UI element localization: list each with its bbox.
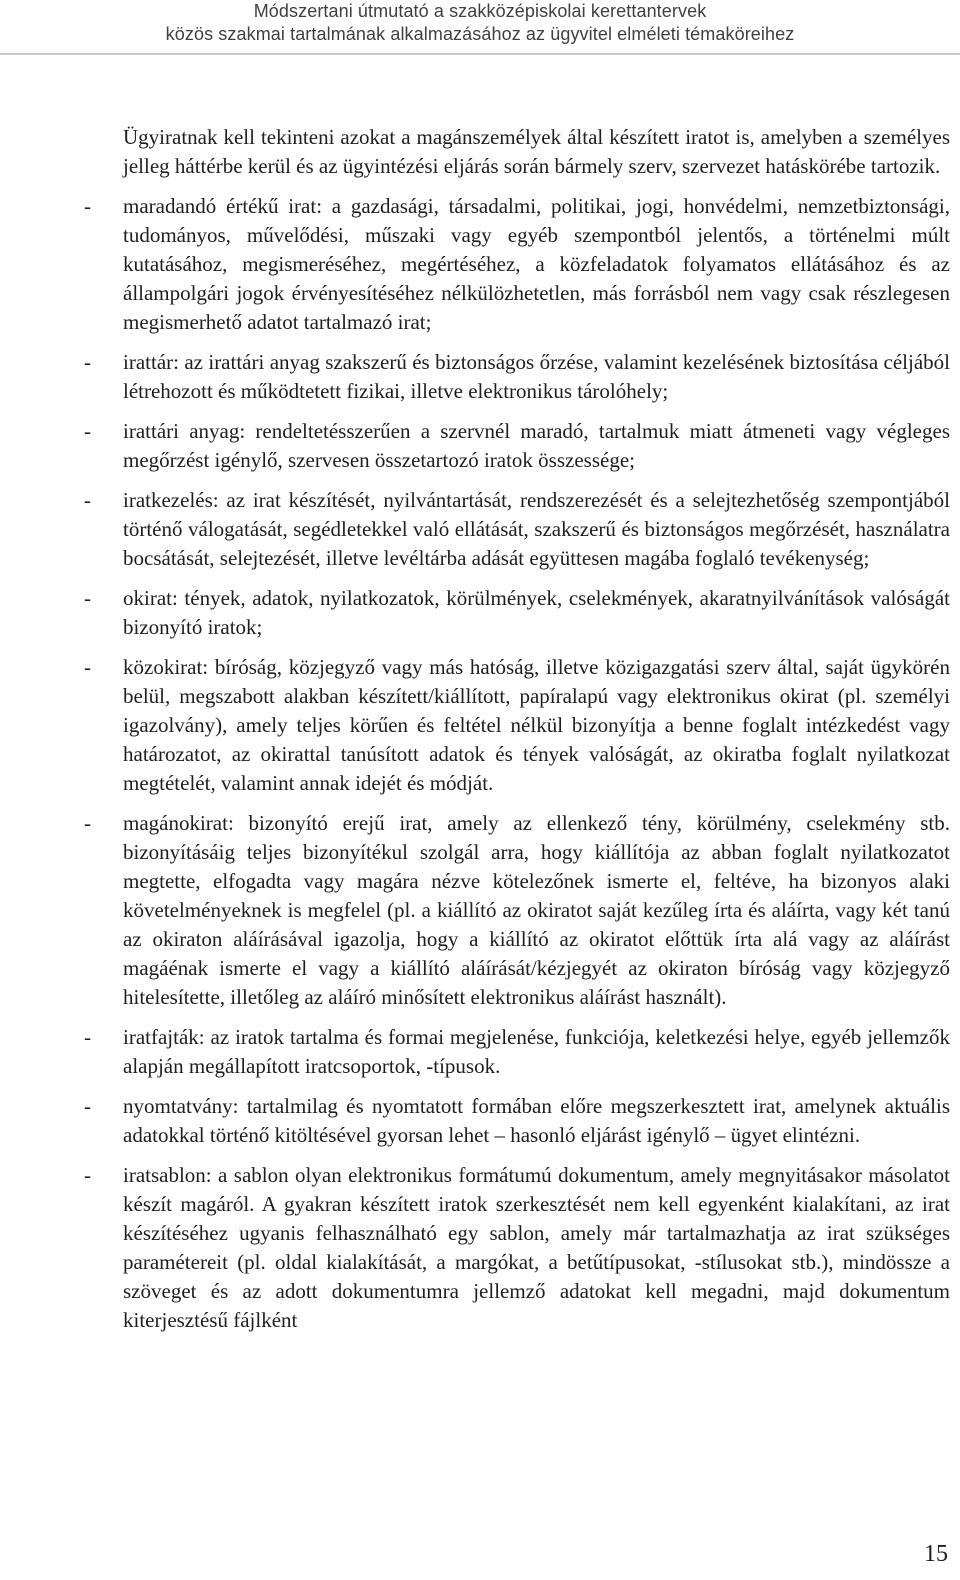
list-dash: -	[84, 194, 91, 218]
list-item	[84, 1023, 950, 1081]
list-dash: -	[84, 419, 91, 443]
list-dash: -	[84, 488, 91, 512]
list-item-text: iratsablon: a sablon olyan elektronikus formátumú dokumentum, amely megnyitásakor másolatot készít magáról. A gyakran készített iratok szerkesztését nem kell egyenként kialakítani, az irat készítéséhez ugyanis felhasználható egy sablon, amely már tartalmazhatja az irat szükséges paramétereit (pl. oldal kialakítását, a margókat, a betűtípusokat, -stílusokat stb.), mindössze a szöveget és az adott dokumentumra jellemző adatokat kell megadni, majd dokumentum kiterjesztésű fájlként	[123, 1163, 950, 1332]
list-item	[84, 584, 950, 642]
list-item-text: okirat: tények, adatok, nyilatkozatok, körülmények, cselekmények, akaratnyilvánítások valóságát bizonyító iratok;	[123, 586, 950, 639]
list-dash: -	[84, 1163, 91, 1187]
list-item	[84, 192, 950, 337]
list-item-text: közokirat: bíróság, közjegyző vagy más hatóság, illetve közigazgatási szerv által, saját ügykörén belül, megszabott alakban készített/kiállított, papíralapú vagy elektronikus okirat (pl. személyi igazolvány), amely teljes körűen és feltétel nélkül bizonyítja a benne foglalt intézkedést vagy határozatot, az okirattal tanúsított adatok és tények valóságát, az okiratba foglalt nyilatkozat megtételét, valamint annak idejét és módját.	[123, 655, 950, 795]
list-item	[84, 809, 950, 1012]
page-number: 15	[924, 1541, 948, 1567]
list-item	[84, 1092, 950, 1150]
list-item-text: magánokirat: bizonyító erejű irat, amely az ellenkező tény, körülmény, cselekmény stb. bizonyításáig teljes bizonyítékul szolgál arra, hogy kiállítója az abban foglalt nyilatkozatot megtette, elfogadta vagy magára nézve kötelezőnek ismerte el, feltéve, ha bizonyos alaki követelményeknek is megfelel (pl. a kiállító az okiratot saját kezűleg írta és aláírta, vagy két tanú az okiraton aláírásával igazolja, hogy a kiállító az okiratot előttük írta alá vagy az aláírást magáénak ismerte el vagy a kiállító aláírását/kézjegyét az okiraton bíróság vagy közjegyző hitelesítette, illetőleg az aláíró minősített elektronikus aláírást használt).	[123, 811, 950, 1009]
list-item-text: iratkezelés: az irat készítését, nyilvántartását, rendszerezését és a selejtezhetőség szempontjából történő válogatását, segédletekkel való ellátását, szakszerű és biztonságos megőrzését, használatra bocsátását, selejtezését, illetve levéltárba adását együttesen magába foglaló tevékenység;	[123, 488, 950, 570]
list-item	[84, 1161, 950, 1335]
list-item	[84, 348, 950, 406]
header-line-1: Módszertani útmutató a szakközépiskolai kerettantervek	[253, 1, 707, 21]
list-item-text: irattár: az irattári anyag szakszerű és biztonságos őrzése, valamint kezelésének biztosítása céljából létrehozott és működtetett fizikai, illetve elektronikus tárolóhely;	[123, 350, 950, 403]
list-dash: -	[84, 1094, 91, 1118]
list-dash: -	[84, 655, 91, 679]
list-item-text: nyomtatvány: tartalmilag és nyomtatott formában előre megszerkesztett irat, amelynek aktuális adatokkal történő kitöltésével gyorsan lehet – hasonló eljárást igénylő – ügyet elintézni.	[123, 1094, 950, 1147]
list-item	[84, 417, 950, 475]
page-body	[84, 123, 950, 1335]
list-item-text: iratfajták: az iratok tartalma és formai megjelenése, funkciója, keletkezési helye, egyéb jellemzők alapján megállapított iratcsoportok, -típusok.	[123, 1025, 950, 1078]
list-item	[84, 653, 950, 798]
header-divider	[0, 53, 960, 55]
running-header	[0, 0, 960, 55]
intro-paragraph: Ügyiratnak kell tekinteni azokat a magánszemélyek által készített iratot is, amelyben a személyes jelleg háttérbe kerül és az ügyintézési eljárás során bármely szerv, szervezet hatáskörébe tartozik.	[123, 125, 950, 178]
header-line-2: közös szakmai tartalmának alkalmazásához az ügyvitel elméleti témaköreihez	[165, 24, 795, 44]
list-item	[84, 486, 950, 573]
list-dash: -	[84, 1025, 91, 1049]
list-item-text: maradandó értékű irat: a gazdasági, társadalmi, politikai, jogi, honvédelmi, nemzetbiztonsági, tudományos, művelődési, műszaki vagy egyéb szempontból jelentős, a történelmi múlt kutatásához, megismeréséhez, megértéséhez, a közfeladatok folyamatos ellátásához és az állampolgári jogok érvényesítéséhez nélkülözhetetlen, más forrásból nem vagy csak részlegesen megismerhető adatot tartalmazó irat;	[123, 194, 950, 334]
list-dash: -	[84, 586, 91, 610]
list-dash: -	[84, 811, 91, 835]
list-item-text: irattári anyag: rendeltetésszerűen a szervnél maradó, tartalmuk miatt átmeneti vagy végleges megőrzést igénylő, szervesen összetartozó iratok összessége;	[123, 419, 950, 472]
list-dash: -	[84, 350, 91, 374]
